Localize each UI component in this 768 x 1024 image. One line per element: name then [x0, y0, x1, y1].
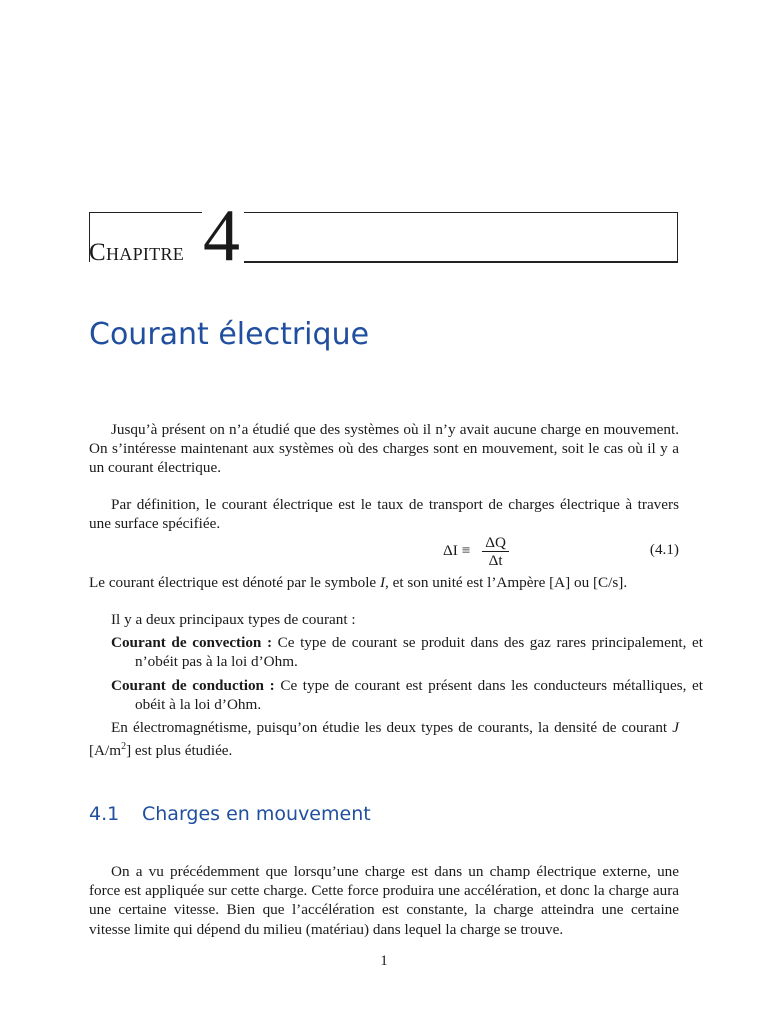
chapter-rule: [244, 261, 678, 263]
symbol-text-before: Le courant électrique est dénoté par le symbole: [89, 574, 380, 591]
equation-lhs: ΔI ≡: [443, 542, 471, 559]
equation-numerator: ΔQ: [482, 534, 509, 552]
chapter-number: 4: [203, 195, 240, 277]
equation-body: [443, 532, 509, 570]
paragraph-definition: Par définition, le courant électrique est le taux de transport de charges électrique à travers une surface spécifiée.: [89, 496, 679, 533]
chapter-frame-top-right: [244, 212, 678, 213]
symbol-text-after: , et son unité est l’Ampère [A] ou [C/s].: [385, 574, 628, 591]
definition-term: Courant de convection :: [111, 634, 273, 651]
equation-fraction: [482, 534, 509, 569]
density-variable: J: [672, 719, 679, 736]
chapter-title: Courant électrique: [89, 317, 370, 352]
chapter-frame-top-left: [89, 212, 202, 213]
definition-conduction: [111, 676, 703, 714]
section-heading: [89, 801, 371, 827]
definition-term: Courant de conduction :: [111, 677, 275, 694]
definition-text: Ce type de courant est présent dans les conducteurs métalliques, et obéit à la loi d’Ohm.: [135, 677, 703, 714]
section-number: 4.1: [89, 803, 120, 825]
equation-number: (4.1): [649, 541, 679, 558]
paragraph-section: On a vu précédemment que lorsqu’une charge est dans un champ électrique externe, une force est appliquée sur cette charge. Cette force produira une accélération, et donc la charge aura une certaine vitesse. Bien que l’accélération est constante, la charge atteindra une certaine vitesse limite qui dépend du milieu (matériau) dans lequel la charge se trouve.: [89, 863, 679, 938]
chapter-frame-right: [677, 212, 678, 262]
symbol-variable: I: [379, 574, 386, 591]
paragraph-density: [89, 718, 679, 760]
section-title: Charges en mouvement: [142, 803, 371, 825]
definition-convection: [111, 633, 703, 671]
paragraph-types-intro: Il y a deux principaux types de courant :: [111, 611, 356, 628]
paragraph-intro: Jusqu’à présent on n’a étudié que des systèmes où il n’y avait aucune charge en mouvement. On s’intéresse maintenant aux systèmes où des charges sont en mouvement, soit le cas où il y a un courant électrique.: [89, 421, 679, 477]
equation-4-1: [89, 532, 679, 572]
density-unit-base: [A/m: [89, 742, 122, 760]
paragraph-symbol: [89, 573, 679, 592]
density-unit-exponent: 2: [121, 741, 127, 753]
definition-text: Ce type de courant se produit dans des gaz rares principalement, et n’obéit pas à la loi d’Ohm.: [135, 634, 703, 671]
page-number: 1: [380, 953, 388, 969]
density-text-before: En électromagnétisme, puisqu’on étudie les deux types de courants, la densité de courant: [111, 719, 673, 736]
chapter-word: Chapitre: [89, 239, 185, 266]
density-text-after: ] est plus étudiée.: [126, 742, 233, 760]
equation-denominator: Δt: [488, 551, 503, 569]
